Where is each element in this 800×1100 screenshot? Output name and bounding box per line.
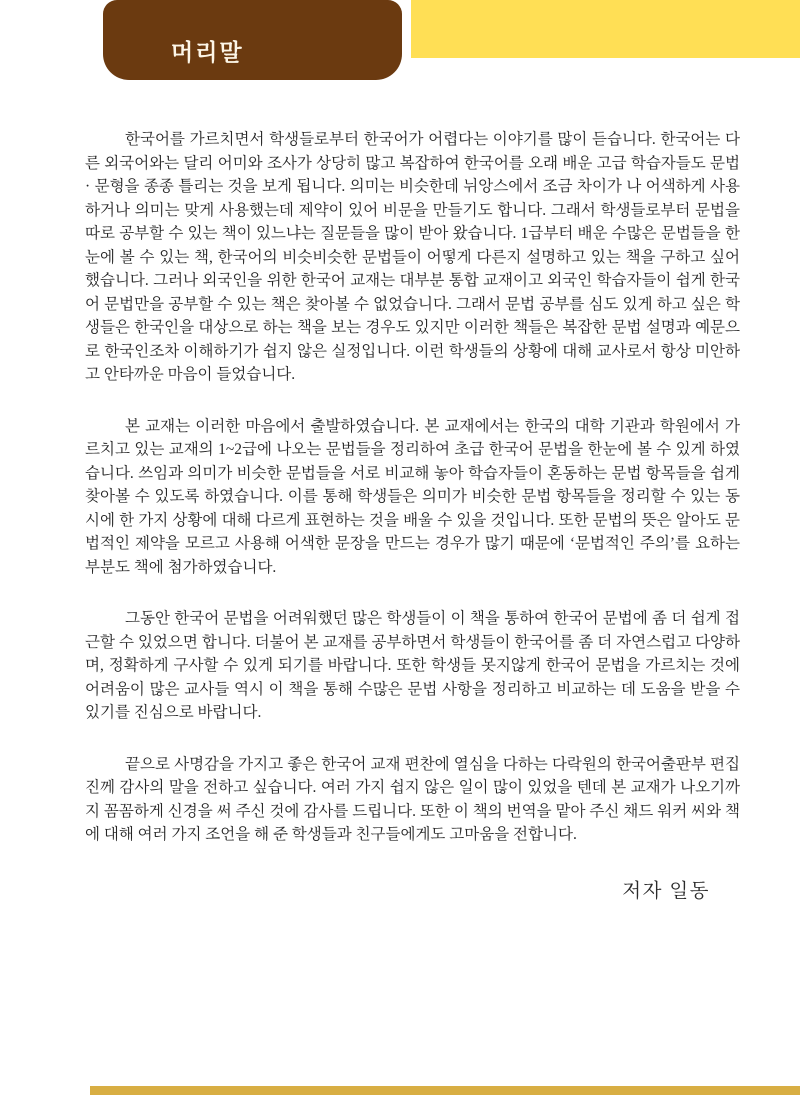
paragraph: 끝으로 사명감을 가지고 좋은 한국어 교재 편찬에 열심을 다하는 다락원의 한국어출판부 편집진께 감사의 말을 전하고 싶습니다. 여러 가지 쉽지 않은 일이 많이 있었을 텐데 본 교재가 나오기까지 꼼꼼하게 신경을 써 주신 것에 감사를 드립니다. 또한 이 책의 번역을 맡아 주신 채드 워커 씨와 책에 대해 여러 가지 조언을 해 준 학생들과 친구들에게도 고마움을 전합니다.: [85, 755, 740, 843]
page-title: 머리말: [171, 39, 244, 65]
paragraph: 한국어를 가르치면서 학생들로부터 한국어가 어렵다는 이야기를 많이 듣습니다. 한국어는 다른 외국어와는 달리 어미와 조사가 상당히 많고 복잡하여 한국어를 오래 배운 고급 학습자들도 문법 · 문형을 종종 틀리는 것을 보게 됩니다. 의미는 비슷한데 뉘앙스에서 조금 차이가 나 어색하게 사용하거나 의미는 맞게 사용했는데 제약이 있어 비문을 만들기도 합니다. 그래서 학생들로부터 문법을 따로 공부할 수 있는 책이 있느냐는 질문들을 많이 받아 왔습니다. 1급부터 배운 수많은 문법들을 한눈에 볼 수 있는 책, 한국어의 비슷비슷한 문법들이 어떻게 다른지 설명하고 있는 책을 구하고 싶어 했습니다. 그러나 외국인을 위한 한국어 교재는 대부분 통합 교재이고 외국인 학습자들이 쉽게 한국어 문법만을 공부할 수 있는 책은 찾아볼 수 없었습니다. 그래서 문법 공부를 심도 있게 하고 싶은 학생들은 한국인을 대상으로 하는 책을 보는 경우도 있지만 이러한 책들은 복잡한 문법 설명과 예문으로 한국인조차 이해하기가 쉽지 않은 실정입니다. 이런 학생들의 상황에 대해 교사로서 항상 미안하고 안타까운 마음이 들었습니다.: [85, 131, 740, 383]
paragraph: 그동안 한국어 문법을 어려워했던 많은 학생들이 이 책을 통하여 한국어 문법에 좀 더 쉽게 접근할 수 있었으면 합니다. 더불어 본 교재를 공부하면서 학생들이 한국어를 좀 더 자연스럽고 다양하며, 정확하게 구사할 수 있게 되기를 바랍니다. 또한 학생들 못지않게 한국어 문법을 가르치는 것에 어려움이 많은 교사들 역시 이 책을 통해 수많은 문법 사항을 정리하고 비교하는 데 도움을 받을 수 있기를 진심으로 바랍니다.: [85, 610, 740, 721]
top-accent-band: [411, 0, 800, 58]
preface-body: [85, 128, 740, 903]
bottom-accent-bar: [90, 1086, 800, 1095]
preface-title-tab: [103, 0, 402, 80]
paragraph: 본 교재는 이러한 마음에서 출발하였습니다. 본 교재에서는 한국의 대학 기관과 학원에서 가르치고 있는 교재의 1~2급에 나오는 문법들을 정리하여 초급 한국어 문법을 한눈에 볼 수 있게 하였습니다. 쓰임과 의미가 비슷한 문법들을 서로 비교해 놓아 학습자들이 혼동하는 문법 항목들을 쉽게 찾아볼 수 있도록 하였습니다. 이를 통해 학생들은 의미가 비슷한 문법 항목들을 정리할 수 있는 동시에 한 가지 상황에 대해 다르게 표현하는 것을 배울 수 있을 것입니다. 또한 문법의 뜻은 알아도 문법적인 제약을 모르고 사용해 어색한 문장을 만드는 경우가 많기 때문에 ‘문법적인 주의’를 요하는 부분도 책에 첨가하였습니다.: [85, 417, 740, 576]
authors-signature: 저자 일동: [622, 880, 710, 902]
